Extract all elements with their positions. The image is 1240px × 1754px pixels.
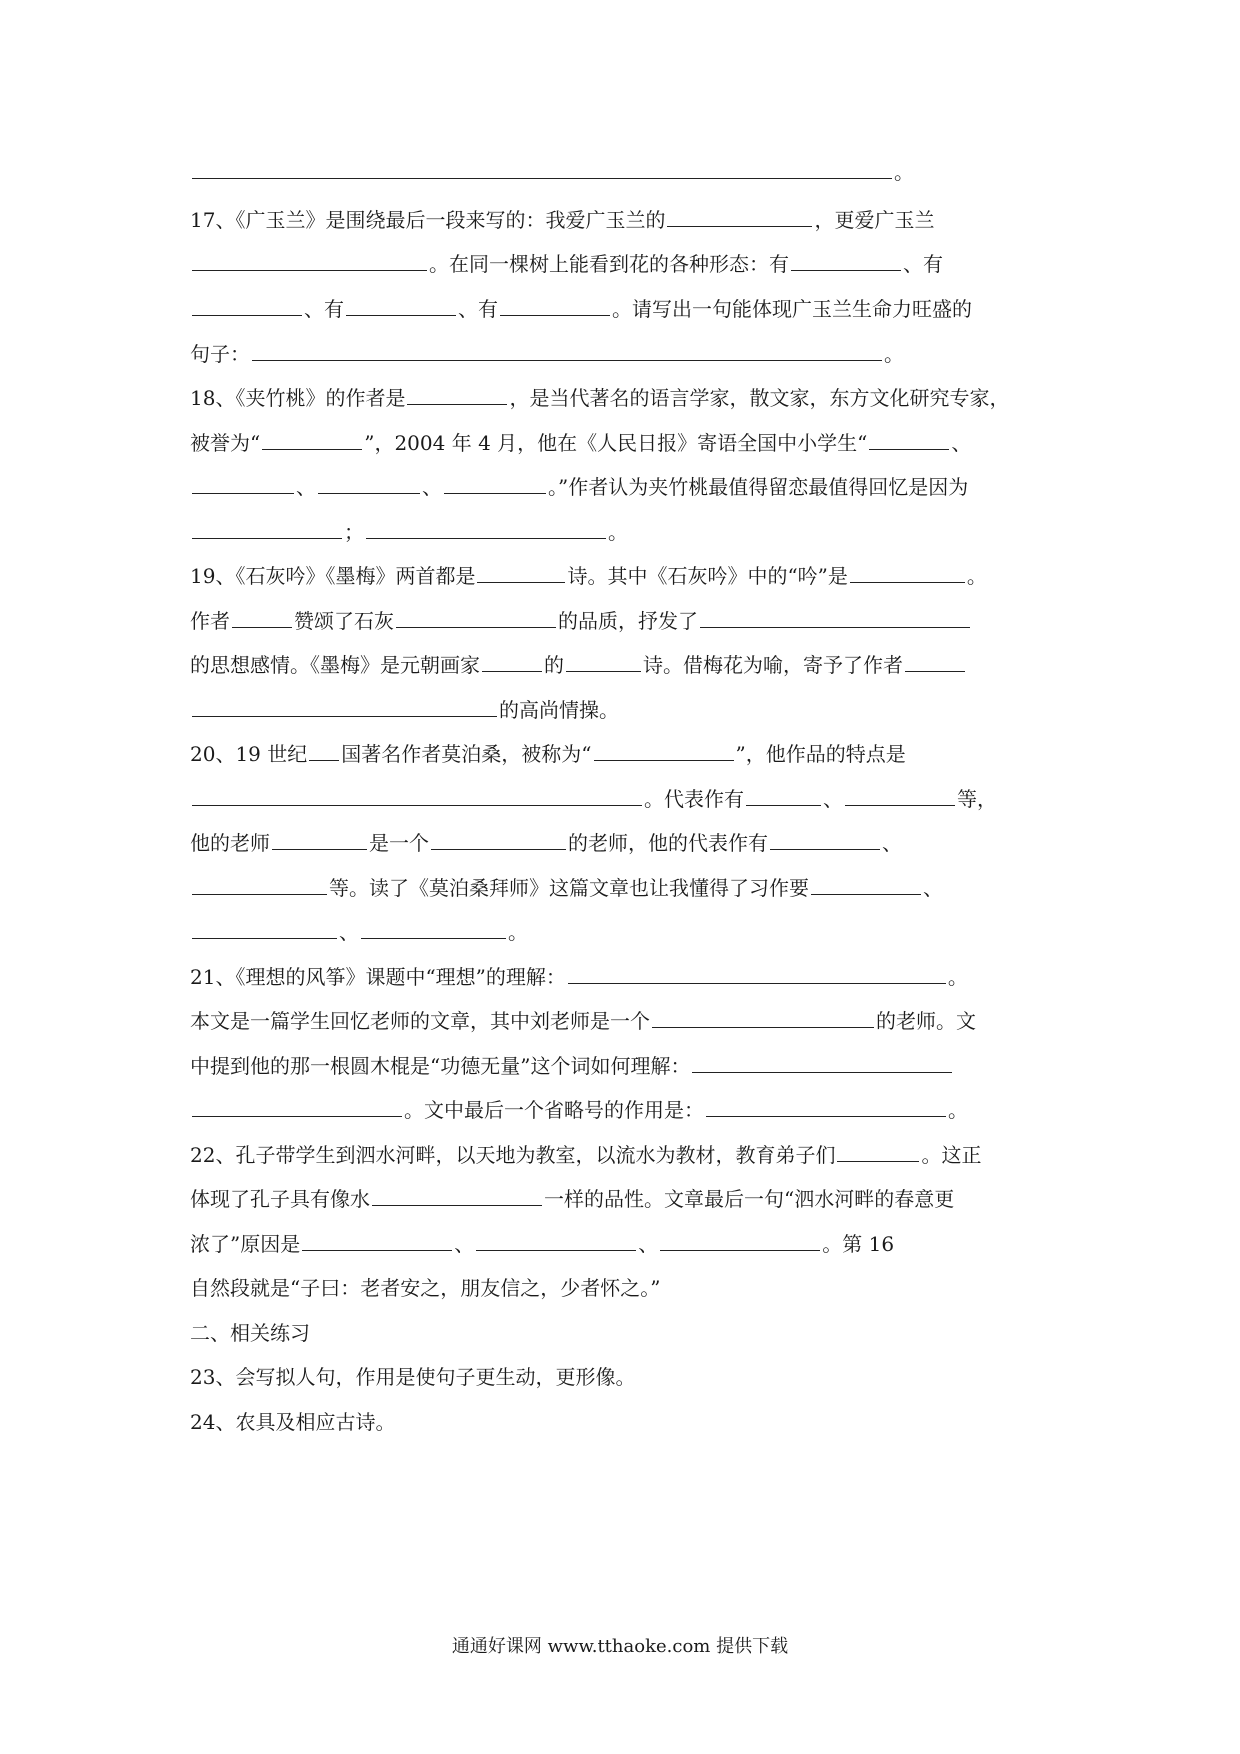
q20-line-3: 他的老师 是一个 的老师，他的代表作有 、 (190, 823, 1060, 863)
answer-blank[interactable] (366, 512, 606, 539)
answer-blank[interactable] (652, 1001, 874, 1028)
answer-blank[interactable] (192, 1090, 402, 1117)
q20-line-1: 20、19 世纪 国著名作者莫泊桑，被称为“ ”，他作品的特点是 (190, 734, 1060, 774)
answer-blank[interactable] (407, 378, 507, 405)
answer-blank[interactable] (431, 823, 566, 850)
answer-blank[interactable] (660, 1224, 820, 1251)
answer-blank[interactable] (692, 1046, 952, 1073)
answer-blank[interactable] (869, 423, 949, 450)
answer-blank[interactable] (262, 423, 362, 450)
q18-line-4: ； 。 (190, 512, 1060, 552)
answer-blank[interactable] (476, 1224, 636, 1251)
answer-blank[interactable] (192, 779, 642, 806)
q17-line-1: 17、《广玉兰》是围绕最后一段来写的：我爱广玉兰的 ，更爱广玉兰 (190, 200, 1060, 240)
answer-blank[interactable] (905, 645, 965, 672)
answer-blank[interactable] (746, 779, 821, 806)
answer-blank[interactable] (791, 244, 901, 271)
answer-blank[interactable] (318, 467, 420, 494)
q19-line-1: 19、《石灰吟》《墨梅》两首都是 诗。其中《石灰吟》中的“吟”是 。 (190, 556, 1060, 596)
answer-blank[interactable] (700, 601, 970, 628)
answer-blank[interactable] (192, 512, 342, 539)
answer-blank[interactable] (232, 601, 292, 628)
answer-blank[interactable] (192, 690, 497, 717)
q22-line-1: 22、孔子带学生到泗水河畔，以天地为教室，以流水为教材，教育弟子们 。这正 (190, 1135, 1060, 1175)
q21-line-1: 21、《理想的风筝》课题中“理想”的理解： 。 (190, 957, 1060, 997)
answer-blank[interactable] (192, 912, 337, 939)
q20-line-4: 等。读了《莫泊桑拜师》这篇文章也让我懂得了习作要 、 (190, 868, 1060, 908)
q18-line-1: 18、《夹竹桃》的作者是 ，是当代著名的语言学家，散文家，东方文化研究专家， (190, 378, 1060, 418)
q17-line-3: 、有 、有 。请写出一句能体现广玉兰生命力旺盛的 (190, 289, 1060, 329)
q16-line: 。 (190, 152, 1060, 192)
q24-line: 24、农具及相应古诗。 (190, 1410, 396, 1434)
answer-blank[interactable] (477, 556, 565, 583)
q22-line-3: 浓了”原因是 、 、 。第 16 (190, 1224, 1060, 1264)
answer-blank[interactable] (566, 645, 641, 672)
q21-line-2: 本文是一篇学生回忆老师的文章，其中刘老师是一个 的老师。文 (190, 1001, 1060, 1041)
answer-blank[interactable] (811, 868, 921, 895)
answer-blank[interactable] (372, 1179, 542, 1206)
page-footer: 通通好课网 www.tthaoke.com 提供下载 (451, 1636, 789, 1657)
q20-line-2: 。代表作有 、 等， (190, 779, 1060, 819)
q19-line-4: 的高尚情操。 (190, 690, 1060, 730)
q18-line-3: 、 、 。”作者认为夹竹桃最值得留恋最值得回忆是因为 (190, 467, 1060, 507)
answer-blank[interactable] (192, 152, 892, 179)
q21-line-4: 。文中最后一个省略号的作用是： 。 (190, 1090, 1060, 1130)
answer-blank[interactable] (500, 289, 610, 316)
answer-blank[interactable] (192, 868, 327, 895)
answer-blank[interactable] (309, 734, 339, 761)
answer-blank[interactable] (192, 289, 302, 316)
q19-line-2: 作者 赞颂了石灰 的品质，抒发了 (190, 601, 1060, 641)
q21-line-3: 中提到他的那一根圆木棍是“功德无量”这个词如何理解： (190, 1046, 1060, 1086)
answer-blank[interactable] (192, 467, 294, 494)
q19-line-3: 的思想感情。《墨梅》是元朝画家 的 诗。借梅花为喻，寄予了作者 (190, 645, 1060, 685)
q22-line-2: 体现了孔子具有像水 一样的品性。文章最后一句“泗水河畔的春意更 (190, 1179, 1060, 1219)
answer-blank[interactable] (845, 779, 955, 806)
answer-blank[interactable] (396, 601, 556, 628)
answer-blank[interactable] (346, 289, 456, 316)
q20-line-5: 、 。 (190, 912, 1060, 952)
answer-blank[interactable] (706, 1090, 946, 1117)
answer-blank[interactable] (302, 1224, 452, 1251)
q22-line-4: 自然段就是“子曰：老者安之，朋友信之，少者怀之。” (190, 1276, 661, 1300)
q17-line-2: 。在同一棵树上能看到花的各种形态：有 、有 (190, 244, 1060, 284)
answer-blank[interactable] (361, 912, 506, 939)
section-heading: 二、相关练习 (190, 1321, 310, 1345)
q23-line: 23、会写拟人句，作用是使句子更生动，更形像。 (190, 1365, 636, 1389)
q18-line-2: 被誉为“ ”，2004 年 4 月，他在《人民日报》寄语全国中小学生“ 、 (190, 423, 1060, 463)
answer-blank[interactable] (444, 467, 546, 494)
answer-blank[interactable] (272, 823, 367, 850)
answer-blank[interactable] (837, 1135, 919, 1162)
answer-blank[interactable] (252, 334, 882, 361)
q17-line-4: 句子： 。 (190, 334, 1060, 374)
answer-blank[interactable] (568, 957, 946, 984)
answer-blank[interactable] (770, 823, 880, 850)
answer-blank[interactable] (594, 734, 734, 761)
answer-blank[interactable] (850, 556, 965, 583)
answer-blank[interactable] (192, 244, 427, 271)
answer-blank[interactable] (482, 645, 542, 672)
answer-blank[interactable] (667, 200, 812, 227)
